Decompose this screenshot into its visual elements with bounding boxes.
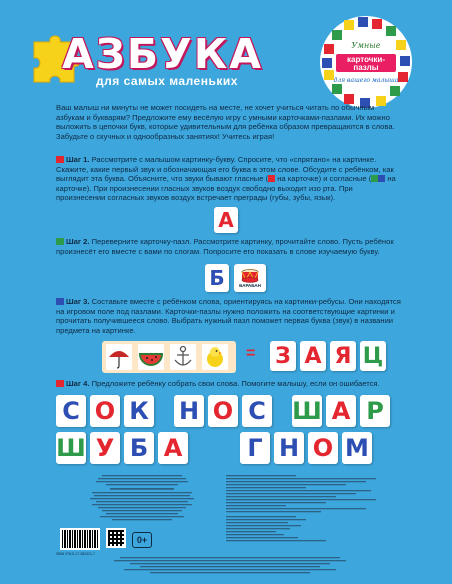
puzzle-bullet-icon	[56, 380, 64, 387]
card-letter: М	[345, 434, 369, 462]
step-label: Шаг 2.	[66, 237, 90, 246]
card-letter: Н	[178, 397, 200, 425]
card-letter: О	[94, 397, 116, 425]
equals-sign: =	[246, 345, 256, 362]
card-letter: Р	[366, 397, 384, 425]
consonant-swatch-green	[371, 175, 378, 182]
letter-card	[124, 432, 154, 464]
card-letter: К	[129, 397, 149, 425]
letter-card	[242, 395, 272, 427]
header	[0, 0, 452, 98]
card-letter: Ш	[292, 397, 322, 425]
letter-card	[308, 432, 338, 464]
step-4	[56, 379, 404, 389]
card-letter: О	[312, 434, 334, 462]
qr-code	[106, 528, 126, 548]
letter-card	[56, 395, 86, 427]
letter-card	[330, 341, 356, 371]
svg-text:Умные: Умные	[351, 41, 381, 50]
umbrella-icon	[106, 344, 132, 370]
card-letter: Б	[129, 434, 149, 462]
letter-card	[124, 395, 154, 427]
letter-card	[274, 432, 304, 464]
page-subtitle: для самых маленьких	[96, 74, 238, 88]
step-label: Шаг 4.	[66, 379, 90, 388]
svg-text:пазлы: пазлы	[353, 63, 379, 72]
age-rating-badge: 0+	[132, 532, 152, 548]
step-text: на карточке). При произнесении гласных звуков воздух свободно выходит изо рта. При произнесении согласных звуков воздух встречает преграды (губы, зубы, язык).	[56, 174, 396, 203]
step-2	[56, 237, 404, 256]
card-letter: Я	[334, 343, 352, 369]
letter-card	[240, 432, 270, 464]
puzzle-bullet-icon	[56, 156, 64, 163]
step-1	[56, 155, 404, 203]
puzzle-bullet-icon	[56, 238, 64, 245]
card-letter: А	[163, 434, 183, 462]
card-letter: Ш	[56, 434, 86, 462]
isbn-barcode	[60, 528, 100, 550]
letter-card	[90, 432, 120, 464]
footer	[0, 470, 452, 584]
watermelon-icon	[138, 344, 164, 370]
step-text: Рассмотрите с малышом картинку-букву. Спросите, что «спрятано» на картинке. Скажите, какие первый звук и обозначающая его буква в этом слове. Обсудите с ребёнком, как выглядит эта буква. Объясните, что звуки бывают гласные (	[56, 155, 394, 184]
letter-card	[300, 341, 326, 371]
card-letter: С	[248, 397, 266, 425]
card-letter: О	[212, 397, 234, 425]
card-letter: А	[218, 208, 234, 232]
card-letter: Н	[278, 434, 300, 462]
svg-text:для вашего малыша: для вашего малыша	[333, 77, 399, 84]
card-letter: Г	[247, 434, 263, 462]
letter-card	[270, 341, 296, 371]
letter-card	[158, 432, 188, 464]
picture-card-drum	[234, 264, 266, 292]
card-letter: А	[304, 343, 322, 369]
card-letter: У	[95, 434, 115, 462]
letter-card	[360, 341, 386, 371]
chick-icon	[202, 344, 228, 370]
isbn-label: ISBN 978-5-17-082421-7	[56, 552, 96, 556]
imprint-fine-print-bottom	[110, 556, 350, 580]
anchor-icon	[170, 344, 196, 370]
step-3	[56, 297, 404, 335]
letter-card	[360, 395, 390, 427]
card-letter: Б	[209, 266, 225, 290]
step-text: Предложите ребёнку собрать свои слова. Помогите малышу, если он ошибается.	[89, 379, 380, 388]
drum-icon	[241, 269, 259, 283]
letter-card-a	[214, 207, 238, 233]
step-text: Составьте вместе с ребёнком слова, ориентируясь на картинки-ребусы. Они находятся на игровом поле под пазлами. Карточки-пазлы нужно положить на соответствующие картинки и прочитать получившееся слово. Выбрать нужный пазл поможет первая буква (звук) в названии предмета на картинке.	[56, 297, 401, 335]
step-text: Переверните карточку-пазл. Рассмотрите картинку, прочитайте слово. Пусть ребёнок произнесёт его вместе с вами по слогам. Попросите его показать в слове изучаемую букву.	[56, 237, 394, 256]
intro-text: Ваш малыш ни минуты не может посидеть на месте, не хочет учиться читать по обычным азбукам и букварям? Предложите ему весёлую игру с умными карточками-пазлами. Их можно выложить в цепочки букв, которые удивительным для ребёнка образом превращаются в слова. Забудьте о скучных и однообразных занятиях! Учитесь играя!	[56, 103, 395, 141]
seal-logo	[318, 14, 414, 110]
letter-card	[342, 432, 372, 464]
letter-card	[292, 395, 322, 427]
card-letter: Ц	[362, 343, 384, 369]
card-letter: З	[275, 343, 291, 369]
card-letter: С	[62, 397, 80, 425]
page-title: АЗБУКА	[62, 30, 263, 78]
svg-text:карточки-: карточки-	[347, 55, 385, 64]
step-label: Шаг 1.	[66, 155, 90, 164]
card-letter: А	[331, 397, 351, 425]
puzzle-bullet-icon	[56, 298, 64, 305]
imprint-fine-print-left	[62, 474, 222, 526]
step-text: на карточке) и согласные (	[275, 174, 372, 184]
letter-card	[174, 395, 204, 427]
letter-card	[208, 395, 238, 427]
step-label: Шаг 3.	[66, 297, 90, 306]
card-word: БАРАБАН	[239, 282, 261, 288]
letter-card	[90, 395, 120, 427]
letter-card	[56, 432, 86, 464]
letter-card	[326, 395, 356, 427]
letter-card-b	[205, 264, 229, 292]
